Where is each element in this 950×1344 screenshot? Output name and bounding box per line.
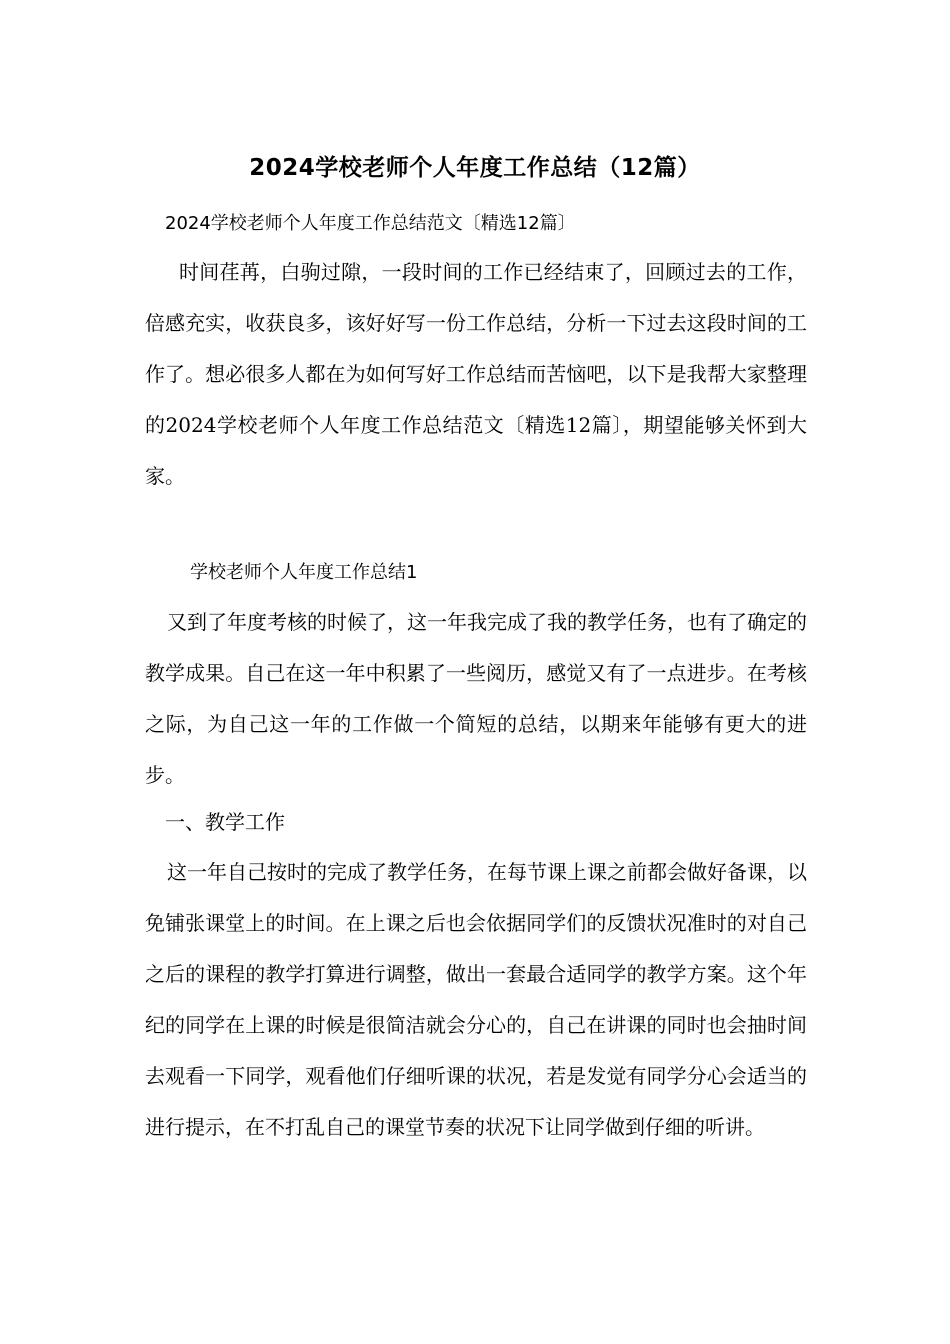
body-paragraph: 又到了年度考核的时候了，这一年我完成了我的教学任务，也有了确定的教学成果。自己在这一年中积累了一些阅历，感觉又有了一点进步。在考核之际，为自己这一年的工作做一个简短的总结，以期来年能够有更大的进步。 — [145, 610, 807, 787]
body-paragraph: 这一年自己按时的完成了教学任务，在每节课上课之前都会做好备课，以免铺张课堂上的时间。在上课之后也会依据同学们的反馈状况准时的对自己之后的课程的教学打算进行调整，做出一套最合适同学的教学方案。这个年纪的同学在上课的时候是很简洁就会分心的，自己在讲课的同时也会抽时间去观看一下同学，观看他们仔细听课的状况，若是发觉有同学分心会适当的进行提示，在不打乱自己的课堂节奏的状况下让同学做到仔细的听讲。 — [145, 860, 807, 1139]
document-title: 2024学校老师个人年度工作总结（12篇） — [249, 155, 701, 181]
section-heading: 一、教学工作 — [165, 810, 285, 834]
section-title: 学校老师个人年度工作总结1 — [190, 562, 418, 583]
document-subtitle: 2024学校老师个人年度工作总结范文〔精选12篇〕 — [165, 213, 576, 234]
intro-paragraph: 时间荏苒，白驹过隙，一段时间的工作已经结束了，回顾过去的工作，倍感充实，收获良多，该好好写一份工作总结，分析一下过去这段时间的工作了。想必很多人都在为如何写好工作总结而苦恼吧，以下是我帮大家整理的2024学校老师个人年度工作总结范文〔精选12篇〕，期望能够关怀到大家。 — [145, 260, 807, 488]
